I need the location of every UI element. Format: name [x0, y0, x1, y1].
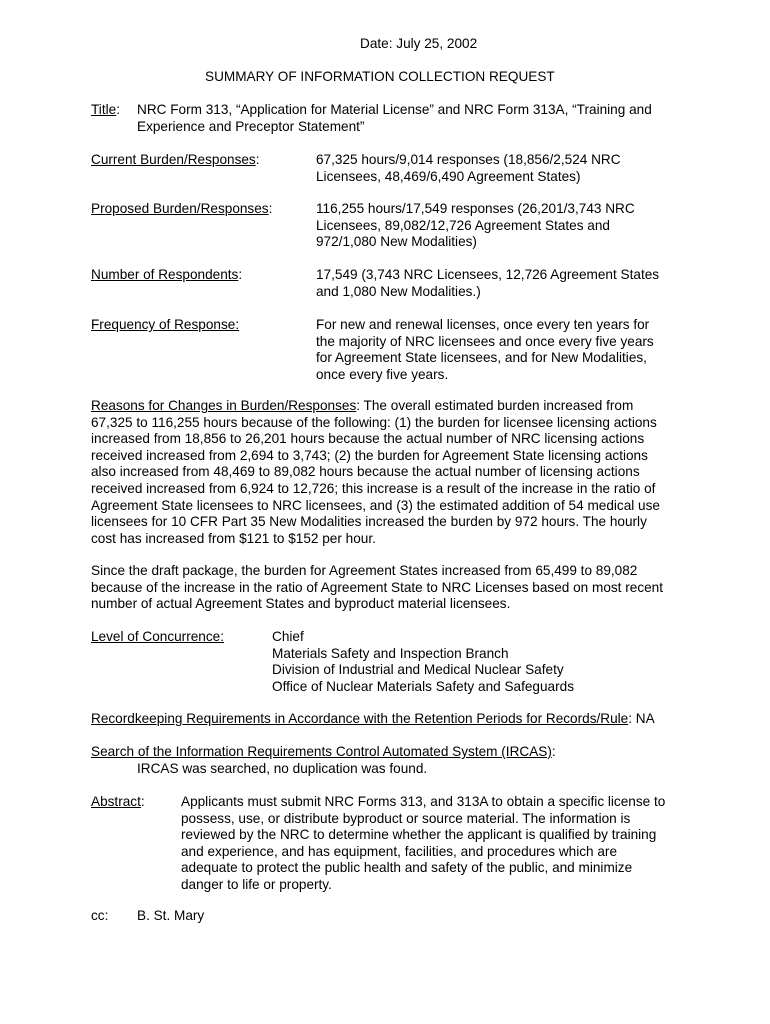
reasons-line: received increased from 2,694 to 3,743; (2) the burden for Agreement State licensing actions: [91, 447, 648, 463]
abstract-field-label: Abstract:: [91, 794, 145, 809]
recordkeeping-label: Recordkeeping Requirements in Accordance with the Retention Periods for Records/Rule: [91, 711, 629, 726]
reasons-line: increased from 18,856 to 26,201 hours because the actual number of NRC licensing actions: [91, 431, 645, 447]
draft-paragraph: [91, 563, 691, 613]
proposed-burden-line-3: 972/1,080 New Modalities): [316, 234, 477, 250]
proposed-burden-value: [316, 201, 635, 251]
concurrence-line: Materials Safety and Inspection Branch: [272, 645, 509, 661]
draft-line: because of the increase in the ratio of Agreement State to NRC Licenses based on most recent: [91, 579, 664, 595]
abstract-line: and experience, and has equipment, facilities, and procedures which are: [181, 843, 618, 859]
reasons-label: Reasons for Changes in Burden/Responses: [91, 398, 357, 413]
title-label: Title: [91, 102, 117, 117]
document-heading: SUMMARY OF INFORMATION COLLECTION REQUEST: [205, 69, 555, 84]
current-burden-line-1: 67,325 hours/9,014 responses (18,856/2,524 NRC: [316, 152, 621, 167]
respondents-line-2: and 1,080 New Modalities.): [316, 283, 481, 299]
concurrence-value: [272, 629, 574, 695]
respondents-line-1: 17,549 (3,743 NRC Licensees, 12,726 Agreement States: [316, 267, 660, 282]
abstract-label: Abstract: [91, 794, 141, 809]
current-burden-line-2: Licensees, 48,469/6,490 Agreement States): [316, 168, 581, 184]
title-line-2: Experience and Preceptor Statement”: [137, 118, 365, 134]
concurrence-line: Chief: [272, 629, 304, 644]
reasons-line: 67,325 to 116,255 hours because of the following: (1) the burden for licensee licensing actions: [91, 414, 657, 430]
title-field-label: Title:: [91, 102, 120, 117]
abstract-line: adequate to protect the public health and safety of the public, and minimize: [181, 860, 633, 876]
ircas-label: Search of the Information Requirements Control Automated System (IRCAS): [91, 744, 552, 759]
draft-line: number of actual Agreement States and byproduct material licensees.: [91, 596, 511, 612]
frequency-line-4: once every five years.: [316, 366, 449, 382]
concurrence-line: Division of Industrial and Medical Nuclear Safety: [272, 662, 564, 678]
abstract-line: possess, use, or distribute byproduct or source material. The information is: [181, 810, 631, 826]
frequency-value: [316, 317, 654, 383]
abstract-line: danger to life or property.: [181, 876, 332, 892]
title-value: [137, 102, 652, 135]
reasons-lead: : The overall estimated burden increased from: [356, 398, 634, 413]
concurrence-line: Office of Nuclear Materials Safety and Safeguards: [272, 678, 574, 694]
ircas-heading: Search of the Information Requirements Control Automated System (IRCAS):: [91, 744, 556, 759]
reasons-paragraph: [91, 398, 691, 547]
frequency-line-2: the majority of NRC licensees and once every five years: [316, 333, 654, 349]
proposed-burden-line-2: Licensees, 89,082/12,726 Agreement States and: [316, 217, 610, 233]
respondents-value: [316, 267, 659, 300]
frequency-line-1: For new and renewal licenses, once every ten years for: [316, 317, 650, 332]
frequency-line-3: for Agreement State licensees, and for New Modalities,: [316, 350, 647, 366]
recordkeeping-value: : NA: [628, 711, 655, 726]
ircas-text: IRCAS was searched, no duplication was found.: [137, 761, 428, 776]
abstract-line: reviewed by the NRC to determine whether the applicant is qualified by training: [181, 827, 657, 843]
reasons-line: Agreement State licensees to NRC licensees, and (3) the estimated addition of 54 medical use: [91, 497, 660, 513]
document-date: Date: July 25, 2002: [360, 36, 478, 51]
reasons-first-line: [91, 398, 691, 415]
reasons-line: cost has increased from $121 to $152 per hour.: [91, 530, 376, 546]
reasons-line: received increased from 6,924 to 12,726; this increase is a result of the increase in the ratio of: [91, 480, 656, 496]
current-burden-value: [316, 152, 621, 185]
recordkeeping-line: [91, 711, 655, 728]
abstract-value: [181, 794, 665, 894]
respondents-label: Number of Respondents: [91, 267, 239, 282]
proposed-burden-field-label: Proposed Burden/Responses:: [91, 201, 273, 216]
reasons-line: licensees for 10 CFR Part 35 New Modalities increased the burden by 972 hours. The hourly: [91, 514, 647, 530]
proposed-burden-line-1: 116,255 hours/17,549 responses (26,201/3,743 NRC: [316, 201, 635, 216]
draft-line: Since the draft package, the burden for Agreement States increased from 65,499 to 89,082: [91, 563, 638, 578]
current-burden-field-label: Current Burden/Responses:: [91, 152, 260, 167]
proposed-burden-label: Proposed Burden/Responses: [91, 201, 269, 216]
respondents-field-label: Number of Respondents:: [91, 267, 243, 282]
concurrence-label: Level of Concurrence:: [91, 629, 224, 644]
current-burden-label: Current Burden/Responses: [91, 152, 256, 167]
title-line-1: NRC Form 313, “Application for Material License” and NRC Form 313A, “Training and: [137, 102, 652, 117]
reasons-line: also increased from 48,469 to 89,082 hours because the actual number of licensing actions: [91, 464, 640, 480]
abstract-line: Applicants must submit NRC Forms 313, and 313A to obtain a specific license to: [181, 794, 666, 809]
frequency-label: Frequency of Response:: [91, 317, 240, 332]
cc-label: cc:: [91, 908, 109, 923]
cc-value: B. St. Mary: [137, 908, 205, 923]
